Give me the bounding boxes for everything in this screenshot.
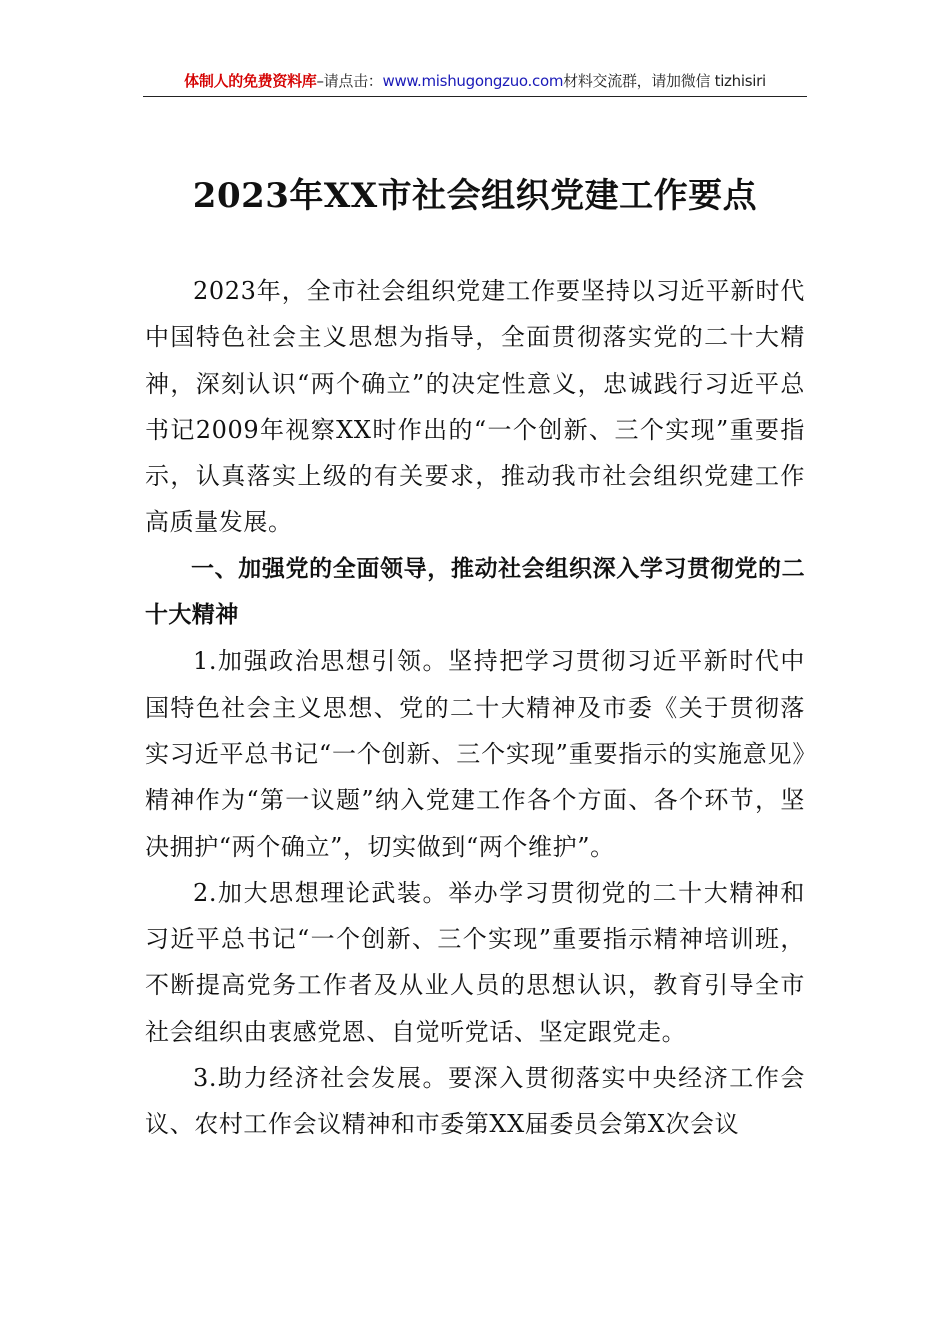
header-url-link[interactable]: www.mishugongzuo.com [382, 72, 564, 90]
list-item: 1.加强政治思想引领。坚持把学习贯彻习近平新时代中国特色社会主义思想、党的二十大精神及市委《关于贯彻落实习近平总书记“一个创新、三个实现”重要指示的实施意见》精神作为“第一议题”纳入党建工作各个方面、各个环节，坚决拥护“两个确立”，切实做到“两个维护”。 [145, 647, 805, 861]
page-header [143, 70, 807, 97]
list-item: 2.加大思想理论武装。举办学习贯彻党的二十大精神和习近平总书记“一个创新、三个实现”重要指示精神培训班，不断提高党务工作者及从业人员的思想认识，教育引导全市社会组织由衷感党恩、自觉听党话、坚定跟党走。 [145, 878, 805, 1046]
document-body [145, 268, 805, 1148]
intro-paragraph: 2023年，全市社会组织党建工作要坚持以习近平新时代中国特色社会主义思想为指导，全面贯彻落实党的二十大精神，深刻认识“两个确立”的决定性意义，忠诚践行习近平总书记2009年视察XX时作出的“一个创新、三个实现”重要指示，认真落实上级的有关要求，推动我市社会组织党建工作高质量发展。 [145, 277, 805, 537]
section-heading: 一、加强党的全面领导，推动社会组织深入学习贯彻党的二十大精神 [145, 555, 805, 629]
header-tail-text: 材料交流群，请加微信 tizhisiri [563, 72, 766, 90]
list-item: 3.助力经济社会发展。要深入贯彻落实中央经济工作会议、农村工作会议精神和市委第XX届委员会第X次会议 [145, 1064, 805, 1139]
header-prompt: –请点击： [316, 72, 383, 90]
document-title: 2023年XX市社会组织党建工作要点 [192, 176, 758, 216]
header-brand: 体制人的免费资料库 [184, 72, 317, 90]
